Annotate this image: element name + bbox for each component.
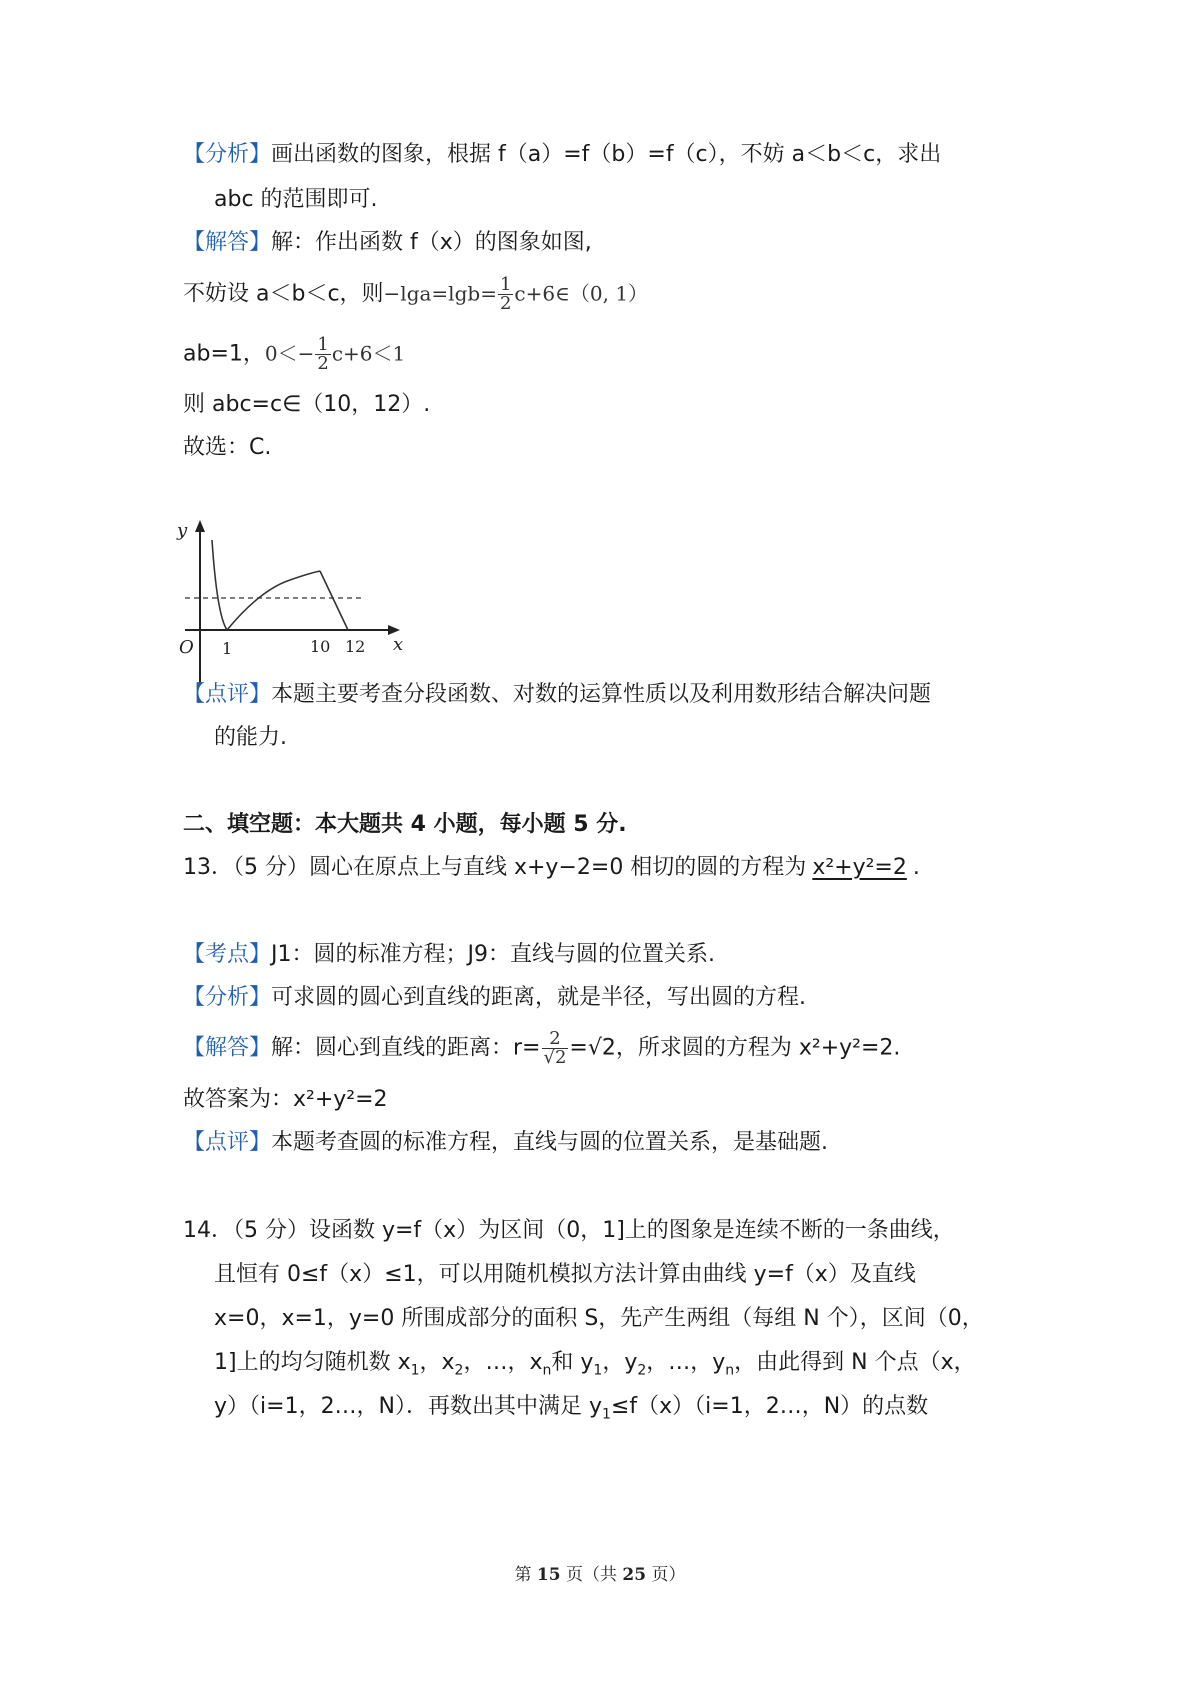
q13-answer	[183, 1030, 900, 1067]
formula-ineq-b: c+6＜1	[331, 341, 406, 366]
kaodian-text: J1：圆的标准方程；J9：直线与圆的位置关系.	[271, 942, 715, 967]
answer-tag: 【解答】	[183, 230, 272, 255]
fraction-half: $\frac{1}{2}$	[499, 274, 512, 314]
q13-analysis-text: 可求圆的圆心到直线的距离，就是半径，写出圆的方程.	[271, 985, 807, 1010]
origin-label: O	[179, 637, 194, 658]
q14-line-2: 且恒有 0≤f（x）≤1，可以用随机模拟方法计算由曲线 y=f（x）及直线	[214, 1262, 916, 1287]
page-number: 15	[536, 1565, 561, 1585]
fraction-two-over-root-two: $\frac{2}{√2}$	[543, 1028, 567, 1068]
q13-analysis-tag: 【分析】	[183, 985, 272, 1010]
q13-final: 故答案为：x²+y²=2	[183, 1087, 388, 1112]
answer-line-1	[183, 228, 592, 258]
q13-analysis	[183, 983, 806, 1013]
comment-tag: 【点评】	[183, 682, 272, 707]
answer-text-3: ab=1，	[183, 341, 265, 367]
q13-comment-text: 本题考查圆的标准方程，直线与圆的位置关系，是基础题.	[271, 1130, 829, 1155]
q13-answer-tag: 【解答】	[183, 1035, 272, 1061]
page-footer: 第 15 页（共 25 页）	[514, 1565, 686, 1585]
q13-stem	[183, 853, 920, 883]
tick-label-12: 12	[345, 637, 366, 656]
answer-line-2	[183, 276, 648, 313]
answer-text-2: 不妨设 a＜b＜c，则	[183, 281, 384, 307]
answer-line-3	[183, 336, 405, 373]
formula-lg: −lga=lgb=	[383, 281, 497, 306]
q13-comment-tag: 【点评】	[183, 1130, 272, 1155]
comment-line-1	[183, 680, 931, 710]
y-axis-label: y	[177, 520, 188, 541]
q13-answer-blank: x²+y²=2	[812, 855, 907, 880]
x-axis-label: x	[393, 634, 404, 655]
analysis-text-1: 画出函数的图象，根据 f（a）=f（b）=f（c），不妨 a＜b＜c，求出	[271, 142, 942, 167]
q13-answer-text-a: 解：圆心到直线的距离：r=	[271, 1035, 541, 1061]
formula-ineq-a: 0＜−	[264, 341, 315, 366]
q13-comment	[183, 1128, 828, 1158]
formula-range: c+6∈（0, 1）	[514, 281, 649, 306]
q14-line-4: 1]上的均匀随机数 $x_1$，$x_2$，…，$x_n$和 $y_1$，$y_2$，…，$y_n$，由此得到 N 个点（x，	[214, 1350, 976, 1379]
q13-stem-end: .	[912, 855, 920, 880]
q13-answer-text-b: =√2，所求圆的方程为 x²+y²=2.	[569, 1035, 901, 1061]
comment-text-1: 本题主要考查分段函数、对数的运算性质以及利用数形结合解决问题	[271, 682, 932, 707]
q13-stem-text: 13．（5 分）圆心在原点上与直线 x+y−2=0 相切的圆的方程为	[183, 855, 807, 880]
answer-line-5: 故选：C.	[183, 435, 272, 460]
q14-line-5: y）（i=1，2…，N）．再数出其中满足 $y_1\le f(x)(i=1$，2…，N）的点数	[214, 1394, 929, 1423]
curve-linear-part	[320, 571, 348, 630]
answer-line-4: 则 abc=c∈（10，12）.	[183, 392, 431, 417]
answer-text-1: 解：作出函数 f（x）的图象如图,	[271, 230, 592, 255]
page-total: 25	[622, 1565, 647, 1585]
q14-line-1: 14．（5 分）设函数 y=f（x）为区间（0，1]上的图象是连续不断的一条曲线，	[183, 1218, 955, 1243]
curve-log-part	[212, 540, 227, 630]
q14-line-3: x=0，x=1，y=0 所围成部分的面积 S，先产生两组（每组 N 个），区间（0，	[214, 1306, 984, 1331]
section-heading: 二、填空题：本大题共 4 小题，每小题 5 分.	[183, 812, 627, 837]
tick-label-10: 10	[310, 637, 331, 656]
kaodian-tag: 【考点】	[183, 942, 272, 967]
analysis-tag: 【分析】	[183, 142, 272, 167]
q13-kaodian	[183, 940, 715, 970]
comment-line-2: 的能力.	[214, 725, 287, 750]
fraction-half-2: $\frac{1}{2}$	[317, 334, 329, 374]
analysis-line-2: abc 的范围即可.	[214, 187, 378, 212]
analysis-line-1	[183, 140, 941, 170]
tick-label-1: 1	[222, 639, 233, 658]
y-axis-arrow-icon	[195, 520, 205, 532]
curve-rising-part	[227, 571, 320, 630]
